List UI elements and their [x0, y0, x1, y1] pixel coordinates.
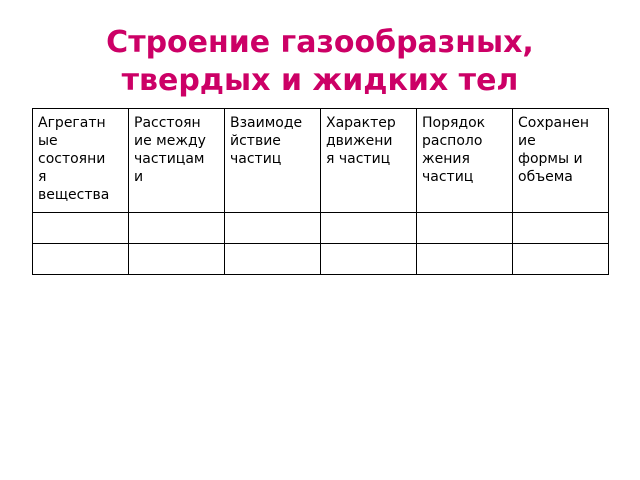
- header-motion-character: Характер движени я частиц: [321, 109, 417, 213]
- table-cell: [417, 213, 513, 244]
- title-line-2: твердых и жидких тел: [121, 63, 519, 98]
- table-cell: [129, 244, 225, 275]
- header-aggregate-states: Агрегатн ые состояни я вещества: [33, 109, 129, 213]
- header-shape-volume: Сохранен ие формы и объема: [513, 109, 609, 213]
- comparison-table: [32, 108, 609, 275]
- header-particle-distance: Расстоян ие между частицам и: [129, 109, 225, 213]
- table-cell: [513, 244, 609, 275]
- table-cell: [513, 213, 609, 244]
- table-cell: [225, 244, 321, 275]
- table-cell: [321, 213, 417, 244]
- table-cell: [321, 244, 417, 275]
- title-line-1: Строение газообразных,: [106, 25, 534, 60]
- table-cell: [225, 213, 321, 244]
- table-cell: [129, 213, 225, 244]
- table-row: [33, 213, 609, 244]
- header-particle-interaction: Взаимоде йствие частиц: [225, 109, 321, 213]
- table-row: [33, 244, 609, 275]
- table-header-row: [33, 109, 609, 213]
- table-cell: [33, 213, 129, 244]
- table-cell: [33, 244, 129, 275]
- table-cell: [417, 244, 513, 275]
- header-particle-arrangement: Порядок располо жения частиц: [417, 109, 513, 213]
- slide-title: [0, 24, 640, 100]
